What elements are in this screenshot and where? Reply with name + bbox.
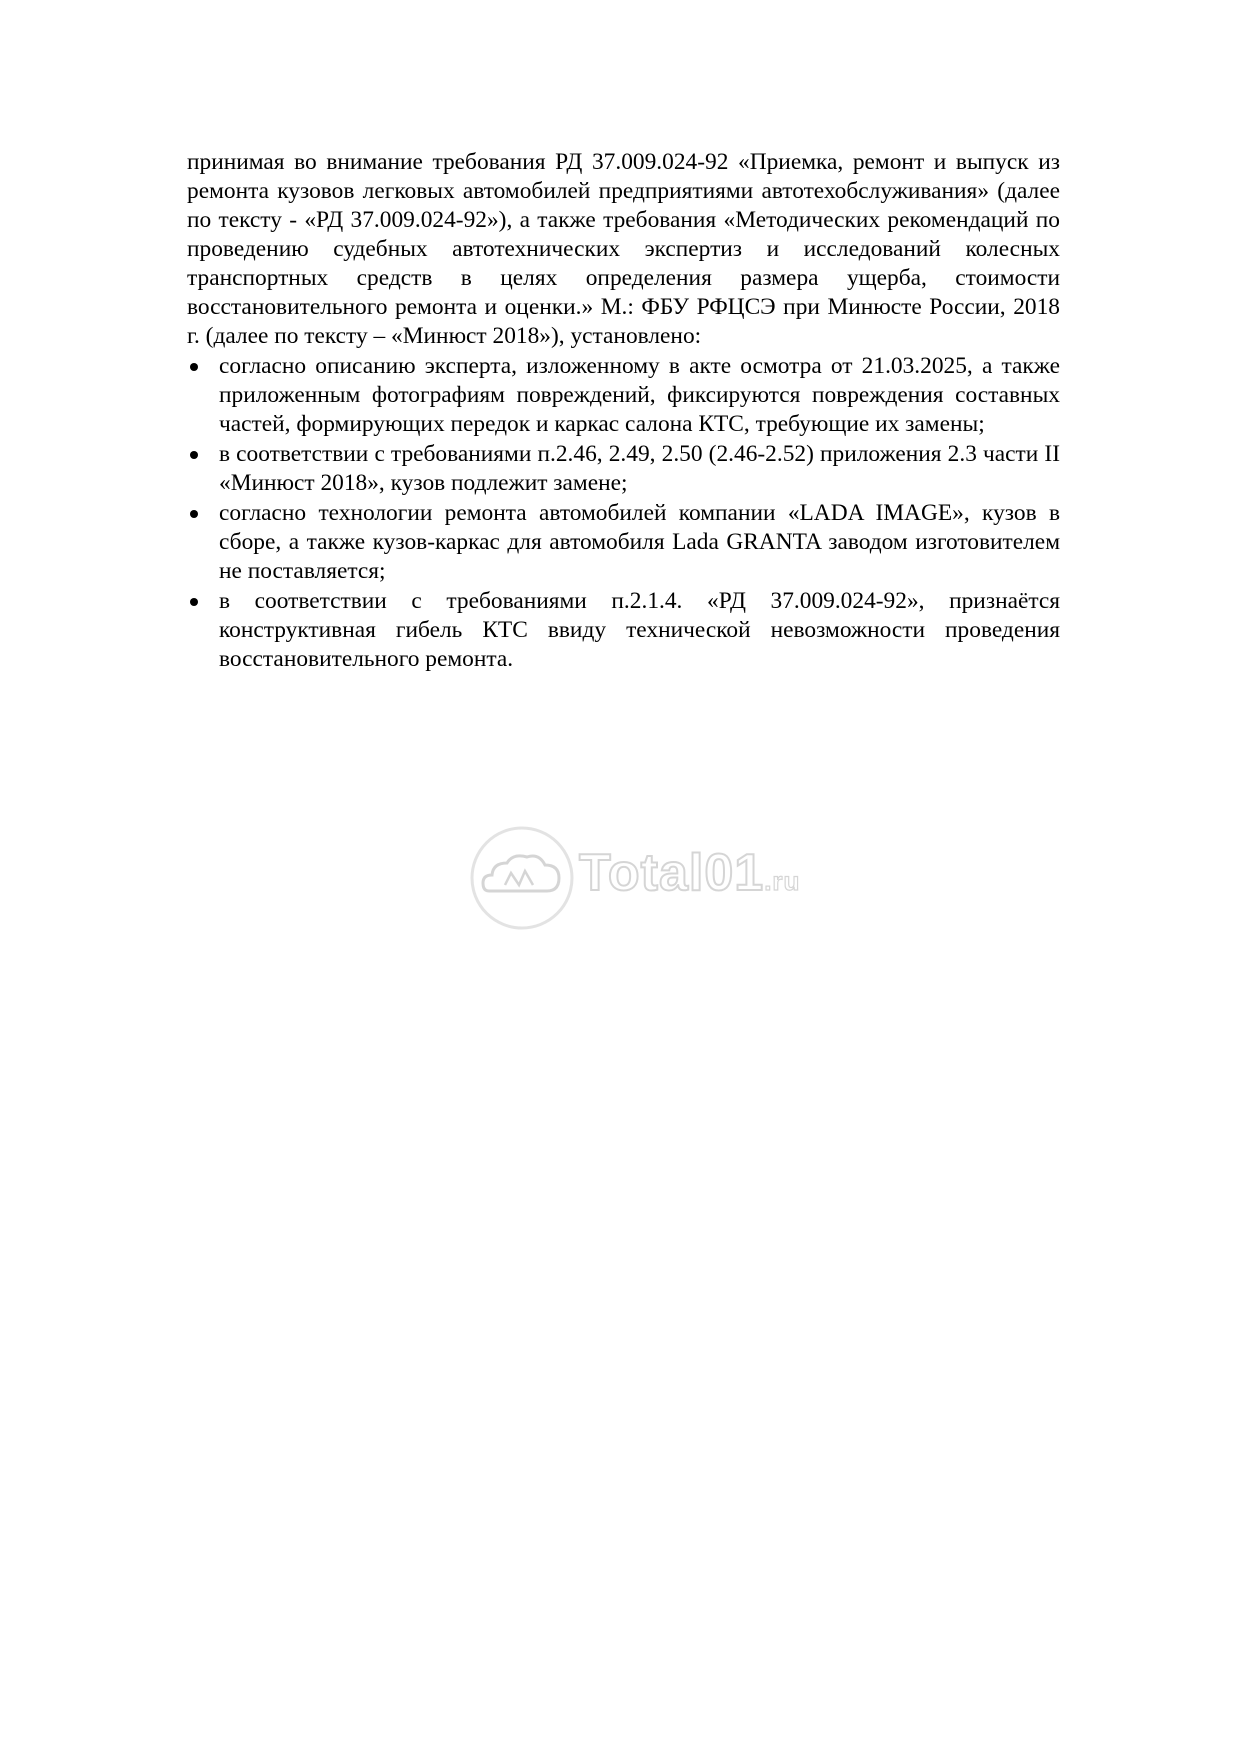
document-body: [187, 148, 1060, 674]
list-item: [187, 440, 1060, 498]
list-item-text: согласно технологии ремонта автомобилей компании «LADA IMAGE», кузов в сборе, а также кузов-каркас для автомобиля Lada GRANTA заводом изготовителем не поставляется;: [219, 500, 1060, 584]
intro-paragraph: принимая во внимание требования РД 37.009.024-92 «Приемка, ремонт и выпуск из ремонта кузовов легковых автомобилей предприятиями автотехобслуживания» (далее по тексту - «РД 37.009.024-92»), а также требования «Методических рекомендаций по проведению судебных автотехнических экспертиз и исследований колесных транспортных средств в целях определения размера ущерба, стоимости восстановительного ремонта и оценки.» М.: ФБУ РФЦСЭ при Минюсте России, 2018 г. (далее по тексту – «Минюст 2018»), установлено:: [187, 149, 1060, 349]
list-item-text: в соответствии с требованиями п.2.1.4. «РД 37.009.024-92», признаётся конструктивная гибель КТС ввиду технической невозможности проведения восстановительного ремонта.: [219, 588, 1060, 672]
list-item-text: в соответствии с требованиями п.2.46, 2.49, 2.50 (2.46-2.52) приложения 2.3 части II «Минюст 2018», кузов подлежит замене;: [219, 441, 1060, 496]
watermark-text: [579, 843, 800, 903]
watermark: [467, 823, 801, 933]
list-item-text: согласно описанию эксперта, изложенному в акте осмотра от 21.03.2025, а также приложенным фотографиям повреждений, фиксируются повреждения составных частей, формирующих передок и каркас салона КТС, требующие их замены;: [219, 353, 1060, 437]
list-item: [187, 499, 1060, 586]
watermark-main: Total01: [579, 844, 765, 902]
watermark-suffix: .ru: [764, 866, 801, 896]
list-item: [187, 587, 1060, 674]
findings-list: [187, 352, 1060, 674]
cloud-logo-icon: [467, 823, 577, 933]
list-item: [187, 352, 1060, 439]
